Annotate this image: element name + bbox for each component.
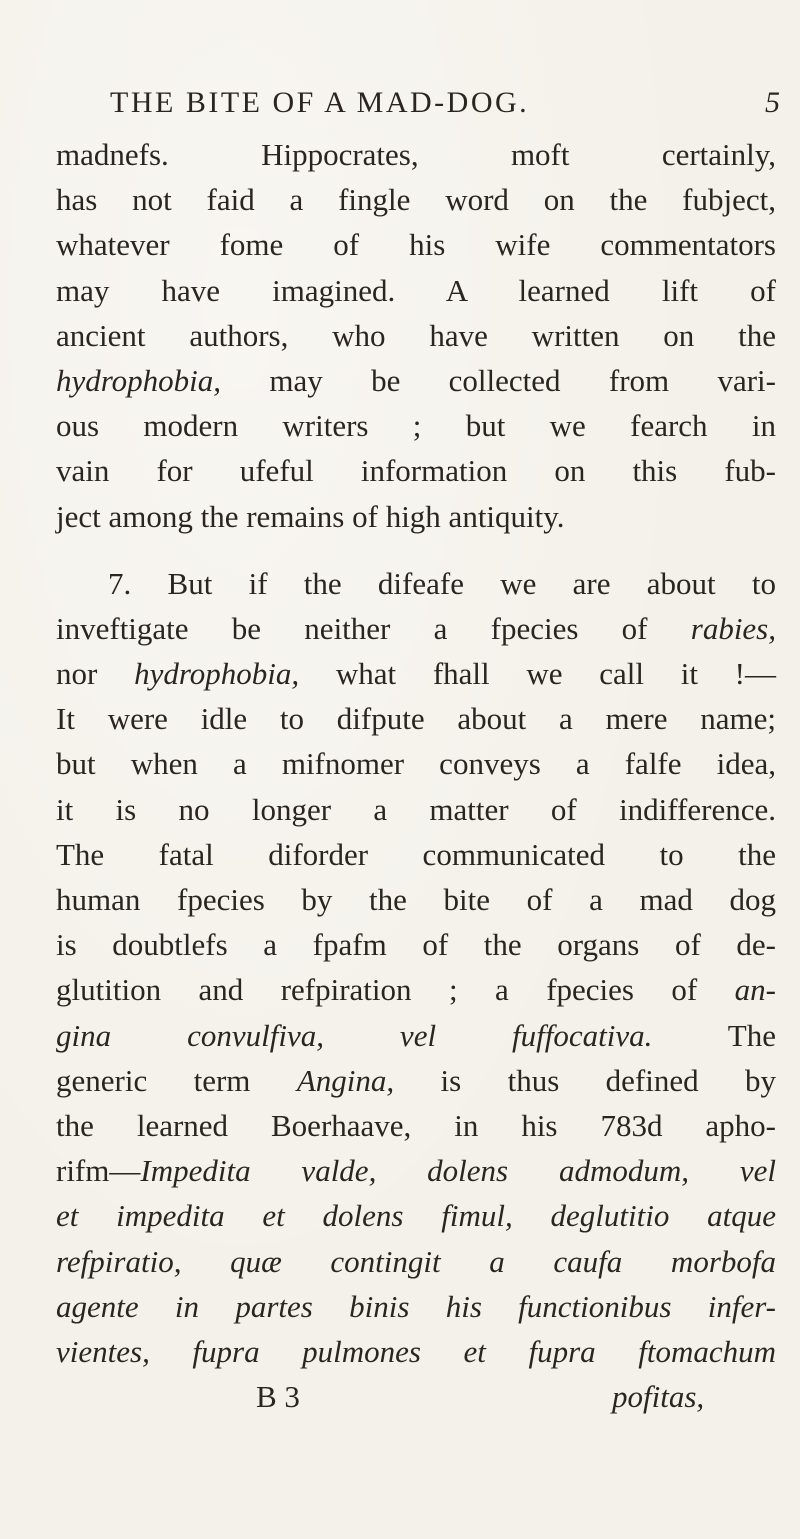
- italic-term: rabies,: [690, 610, 776, 646]
- text-run: is thus defined by: [394, 1062, 776, 1098]
- text-line: [56, 358, 776, 403]
- text-line: but when a mifnomer conveys a falfe idea,: [56, 746, 776, 782]
- italic-quotation: Impedita valde, dolens admodum, vel: [140, 1153, 776, 1189]
- text-line: whatever fome of his wife commentators: [56, 227, 776, 263]
- text-line: the learned Boerhaave, in his 783d apho-: [56, 1107, 776, 1143]
- text-line: [56, 1148, 776, 1193]
- running-head: [110, 86, 800, 126]
- text-line: may have imagined. A learned lift of: [56, 272, 776, 308]
- text-line: vain for ufeful information on this fub-: [56, 453, 776, 489]
- text-run: The: [652, 1017, 776, 1053]
- italic-quotation: et impedita et dolens fimul, deglutitio atque: [56, 1198, 776, 1234]
- text-line: has not faid a fingle word on the fubject,: [56, 182, 776, 218]
- text-run: may be collected from vari-: [221, 362, 776, 398]
- text-line: ject among the remains of high antiquity.: [56, 498, 565, 534]
- text-line: [56, 1013, 776, 1058]
- signature-mark: B 3: [256, 1379, 300, 1415]
- text-line: [56, 1329, 776, 1374]
- italic-term: hydrophobia,: [134, 656, 300, 692]
- text-line: ous modern writers ; but we fearch in: [56, 408, 776, 444]
- text-line: ancient authors, who have written on the: [56, 317, 776, 353]
- text-line: It were idle to difpute about a mere name;: [56, 701, 776, 737]
- text-line: is doubtlefs a fpafm of the organs of de-: [56, 927, 776, 963]
- italic-quotation: refpiratio, quæ contingit a caufa morbofa: [56, 1243, 776, 1279]
- text-line: The fatal diforder communicated to the: [56, 836, 776, 872]
- italic-term: an-: [734, 972, 776, 1008]
- text-line: madnefs. Hippocrates, moft certainly,: [56, 137, 776, 172]
- text-run: what fhall we call it !—: [299, 656, 776, 692]
- italic-quotation: agente in partes binis his functionibus infer-: [56, 1288, 776, 1324]
- text-line: [56, 1193, 776, 1238]
- paragraph-first-line: 7. But if the difeafe we are about to: [108, 565, 776, 601]
- text-line: human fpecies by the bite of a mad dog: [56, 882, 776, 917]
- text-line: it is no longer a matter of indifference.: [56, 791, 776, 827]
- text-run: generic term: [56, 1062, 297, 1098]
- text-line: [56, 1239, 776, 1284]
- text-line: [56, 1284, 776, 1329]
- page-number: 5: [765, 86, 780, 119]
- paragraph-gap: [56, 539, 776, 561]
- text-line: [56, 967, 776, 1012]
- text-run: inveftigate be neither a fpecies of: [56, 610, 691, 646]
- italic-term: Angina,: [296, 1062, 395, 1098]
- body-text: [56, 132, 776, 1419]
- italic-quotation: vientes, fupra pulmones et fupra ftomachum: [56, 1333, 776, 1369]
- running-head-title: THE BITE OF A MAD-DOG.: [110, 86, 530, 119]
- page-footer: [56, 1374, 776, 1419]
- catchword: pofitas,: [612, 1379, 705, 1415]
- text-line: [56, 1058, 776, 1103]
- italic-term: gina convulfiva, vel fuffocativa.: [56, 1017, 653, 1053]
- text-line: [56, 606, 776, 651]
- text-line: [56, 651, 776, 696]
- text-run: glutition and refpiration ; a fpecies of: [56, 972, 735, 1008]
- text-run: nor: [56, 656, 135, 692]
- italic-term: hydrophobia,: [56, 362, 222, 398]
- text-run: rifm—: [56, 1153, 141, 1189]
